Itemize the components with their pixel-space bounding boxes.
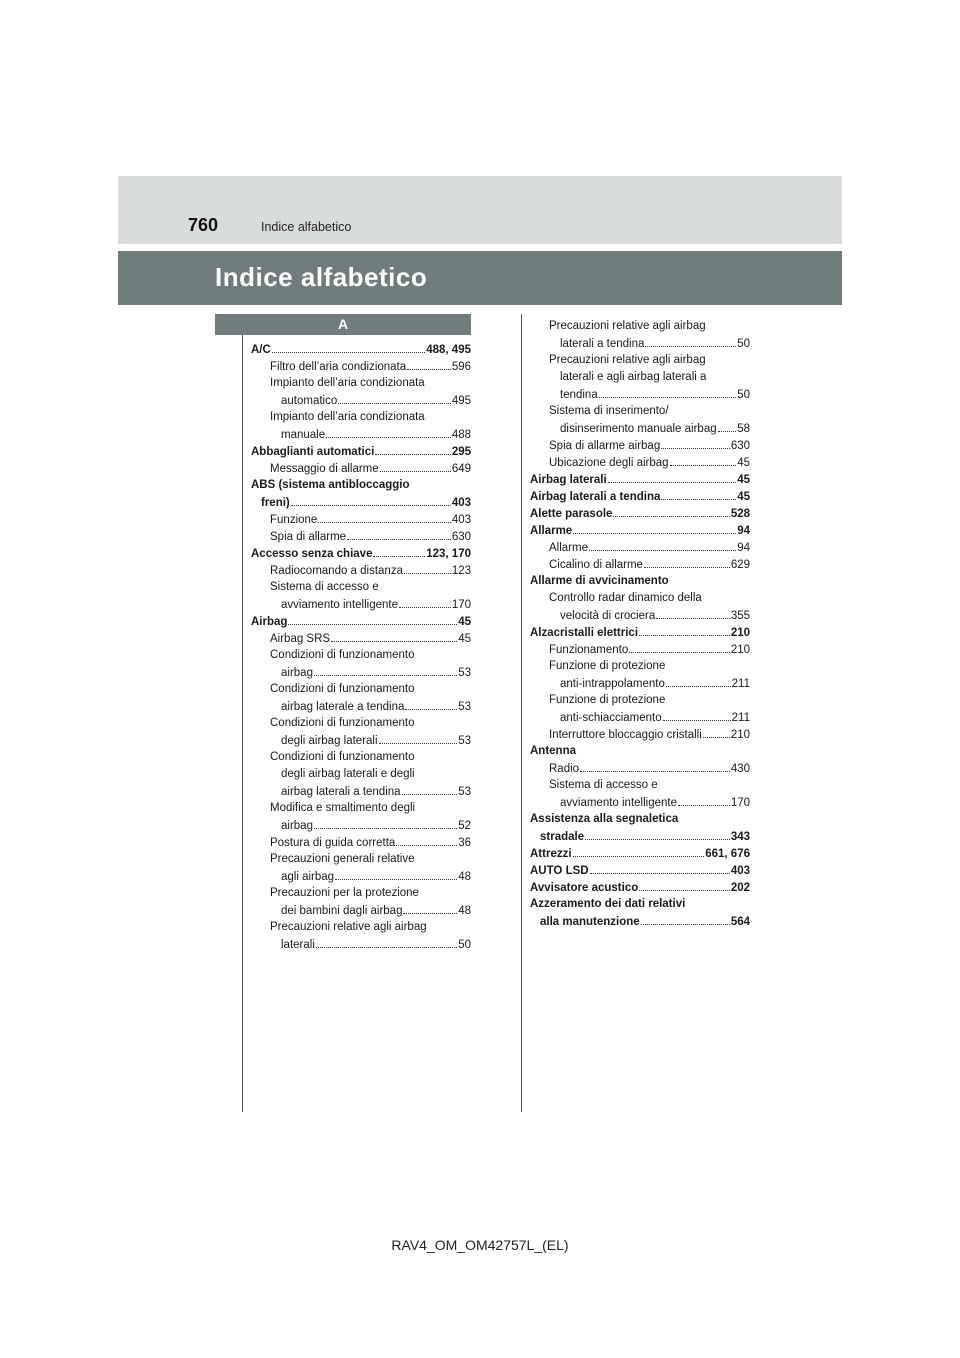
page-reference: 630	[451, 531, 471, 543]
dot-leader	[678, 794, 730, 806]
page-title: Indice alfabetico	[215, 262, 428, 292]
index-entry	[251, 494, 471, 511]
page-number: 760	[188, 215, 219, 235]
page-reference: 94	[737, 542, 750, 554]
index-entry	[530, 624, 750, 641]
index-entry	[251, 630, 471, 647]
index-term: laterali a tendina	[560, 338, 645, 350]
index-term: Condizioni di funzionamento	[270, 717, 415, 729]
dot-leader	[407, 358, 451, 370]
index-term: A/C	[251, 344, 271, 356]
dot-leader	[347, 528, 451, 540]
page-reference: 94	[737, 525, 750, 537]
index-entry	[530, 709, 750, 726]
index-entry	[530, 896, 750, 913]
index-entry	[530, 675, 750, 692]
index-term: agli airbag	[281, 871, 335, 883]
index-term: Cicalino di allarme	[549, 559, 643, 571]
dot-leader	[608, 471, 737, 483]
index-entry	[530, 862, 750, 879]
index-entry	[530, 607, 750, 624]
index-column-left	[251, 341, 471, 953]
index-term: tendina	[560, 389, 598, 401]
page-reference: 295	[451, 446, 471, 458]
page-reference: 403	[451, 514, 471, 526]
page-reference: 211	[731, 712, 750, 724]
dot-leader	[573, 845, 705, 857]
index-entry	[530, 352, 750, 369]
index-term: Filtro dell’aria condizionata	[270, 361, 407, 373]
index-entry	[530, 913, 750, 930]
index-entry	[530, 777, 750, 794]
index-term: dei bambini dagli airbag	[281, 905, 403, 917]
index-term: manuale	[281, 429, 326, 441]
dot-leader	[645, 335, 736, 347]
page-reference: 210	[730, 627, 750, 639]
page-reference: 403	[451, 497, 471, 509]
dot-leader	[380, 460, 451, 472]
index-entry	[530, 692, 750, 709]
index-term: degli airbag laterali e degli	[281, 768, 415, 780]
index-entry	[251, 443, 471, 460]
page-reference: 48	[458, 905, 471, 917]
index-entry	[530, 658, 750, 675]
dot-leader	[379, 732, 458, 744]
index-entry	[530, 879, 750, 896]
index-term: Antenna	[530, 745, 576, 757]
index-term: Funzione	[270, 514, 318, 526]
index-column-right	[530, 318, 750, 930]
dot-leader	[318, 511, 451, 523]
index-entry	[251, 817, 471, 834]
index-entry	[251, 358, 471, 375]
index-entry	[251, 681, 471, 698]
index-term: Sistema di accesso e	[549, 779, 658, 791]
dot-leader	[396, 834, 457, 846]
index-term: Impianto dell’aria condizionata	[270, 377, 425, 389]
index-term: airbag	[281, 820, 313, 832]
page-reference: 50	[737, 338, 750, 350]
index-term: Alette parasole	[530, 508, 613, 520]
index-term: Spia di allarme airbag	[549, 440, 661, 452]
index-term: Alzacristalli elettrici	[530, 627, 639, 639]
index-entry	[530, 794, 750, 811]
index-term: Radiocomando a distanza	[270, 565, 403, 577]
page-reference: 488	[451, 429, 471, 441]
index-term: Precauzioni per la protezione	[270, 887, 419, 899]
index-term: Airbag SRS	[270, 633, 331, 645]
index-entry	[530, 437, 750, 454]
index-entry	[530, 522, 750, 539]
index-term: Sistema di inserimento/	[549, 405, 669, 417]
index-term: airbag laterale a tendina	[281, 701, 405, 713]
column-divider-left	[242, 314, 243, 1112]
index-term: velocità di crociera	[560, 610, 656, 622]
index-entry	[530, 420, 750, 437]
index-term: Modifica e smaltimento degli	[270, 802, 416, 814]
page-reference: 202	[730, 882, 750, 894]
section-letter-badge: A	[215, 314, 471, 335]
index-term: Interruttore bloccaggio cristalli	[549, 729, 702, 741]
index-entry	[530, 573, 750, 590]
index-entry	[251, 766, 471, 783]
page-reference: 45	[737, 457, 750, 469]
page-reference: 50	[458, 939, 471, 951]
dot-leader	[629, 641, 730, 653]
index-entry	[530, 369, 750, 386]
dot-leader	[670, 454, 737, 466]
page-reference: 170	[730, 797, 750, 809]
column-divider-right	[521, 314, 522, 1112]
page-reference: 123, 170	[426, 548, 471, 560]
index-term: alla manutenzione	[540, 916, 640, 928]
index-entry	[530, 828, 750, 845]
index-entry	[530, 488, 750, 505]
index-term: stradale	[540, 831, 585, 843]
dot-leader	[314, 664, 457, 676]
dot-leader	[335, 868, 457, 880]
index-term: Impianto dell’aria condizionata	[270, 411, 425, 423]
dot-leader	[703, 726, 730, 738]
dot-leader	[331, 630, 457, 642]
index-entry	[251, 562, 471, 579]
index-term: Condizioni di funzionamento	[270, 683, 415, 695]
index-term: anti-intrappolamento	[560, 678, 665, 690]
dot-leader	[291, 494, 451, 506]
dot-leader	[590, 862, 730, 874]
index-entry	[530, 335, 750, 352]
dot-leader	[666, 675, 731, 687]
index-entry	[530, 760, 750, 777]
page-reference: 170	[451, 599, 471, 611]
index-entry	[530, 386, 750, 403]
index-term: AUTO LSD	[530, 865, 589, 877]
dot-leader	[316, 936, 457, 948]
index-entry	[251, 885, 471, 902]
dot-leader	[326, 426, 451, 438]
index-entry	[251, 936, 471, 953]
page-reference: 36	[458, 837, 471, 849]
footer-doc-code: RAV4_OM_OM42757L_(EL)	[391, 1237, 569, 1253]
page-reference: 495	[451, 395, 471, 407]
index-term: Condizioni di funzionamento	[270, 751, 415, 763]
index-term: Precauzioni generali relative	[270, 853, 415, 865]
index-entry	[251, 715, 471, 732]
index-term: Allarme	[530, 525, 573, 537]
page-reference: 45	[737, 474, 750, 486]
index-term: Precauzioni relative agli airbag	[549, 354, 706, 366]
index-entry	[251, 477, 471, 494]
page-reference: 50	[737, 389, 750, 401]
index-entry	[530, 454, 750, 471]
dot-leader	[288, 613, 457, 625]
index-entry	[251, 851, 471, 868]
index-entry	[251, 868, 471, 885]
index-entry	[530, 811, 750, 828]
index-term: laterali	[281, 939, 315, 951]
dot-leader	[656, 607, 730, 619]
index-term: Abbaglianti automatici	[251, 446, 375, 458]
index-term: Attrezzi	[530, 848, 572, 860]
index-term: Funzione di protezione	[549, 694, 666, 706]
index-entry	[251, 392, 471, 409]
header-band	[118, 176, 842, 244]
page-reference: 430	[730, 763, 750, 775]
index-term: avviamento intelligente	[281, 599, 398, 611]
dot-leader	[338, 392, 451, 404]
index-entry	[530, 403, 750, 420]
index-entry	[530, 318, 750, 335]
index-term: Radio	[549, 763, 580, 775]
page-reference: 210	[730, 644, 750, 656]
index-term: Sistema di accesso e	[270, 581, 379, 593]
dot-leader	[399, 596, 451, 608]
index-entry	[251, 800, 471, 817]
index-term: degli airbag laterali	[281, 735, 378, 747]
index-entry	[251, 409, 471, 426]
dot-leader	[580, 760, 730, 772]
title-band	[118, 251, 842, 305]
index-entry	[530, 845, 750, 862]
index-entry	[251, 511, 471, 528]
dot-leader	[613, 505, 729, 517]
index-entry	[530, 556, 750, 573]
index-entry	[530, 726, 750, 743]
index-entry	[251, 596, 471, 613]
dot-leader	[639, 624, 730, 636]
index-term: Airbag	[251, 616, 288, 628]
index-term: Allarme	[549, 542, 588, 554]
dot-leader	[402, 783, 458, 795]
index-term: avviamento intelligente	[560, 797, 677, 809]
index-entry	[251, 783, 471, 800]
index-entry	[251, 834, 471, 851]
index-term: automatico	[281, 395, 338, 407]
page-reference: 45	[458, 616, 471, 628]
page-reference: 48	[458, 871, 471, 883]
index-term: Assistenza alla segnaletica	[530, 813, 679, 825]
dot-leader	[641, 913, 730, 925]
index-term: anti-schiacciamento	[560, 712, 662, 724]
index-term: Postura di guida corretta	[270, 837, 396, 849]
dot-leader	[661, 488, 736, 500]
page-reference: 58	[737, 423, 750, 435]
index-term: freni)	[261, 497, 290, 509]
index-entry	[251, 647, 471, 664]
index-entry	[530, 505, 750, 522]
dot-leader	[404, 562, 451, 574]
page-reference: 564	[730, 916, 750, 928]
dot-leader	[375, 443, 450, 455]
dot-leader	[639, 879, 730, 891]
page-reference: 53	[458, 701, 471, 713]
page-reference: 629	[730, 559, 750, 571]
index-term: Funzionamento	[549, 644, 629, 656]
page-reference: 355	[730, 610, 750, 622]
index-entry	[251, 664, 471, 681]
dot-leader	[314, 817, 457, 829]
index-term: Azzeramento dei dati relativi	[530, 898, 686, 910]
index-entry	[530, 539, 750, 556]
index-entry	[251, 698, 471, 715]
dot-leader	[585, 828, 730, 840]
index-term: Accesso senza chiave	[251, 548, 373, 560]
page-reference: 123	[451, 565, 471, 577]
dot-leader	[573, 522, 736, 534]
dot-leader	[589, 539, 736, 551]
page-reference: 343	[730, 831, 750, 843]
index-term: Spia di allarme	[270, 531, 347, 543]
page-reference: 211	[731, 678, 750, 690]
page-reference: 403	[730, 865, 750, 877]
index-term: Precauzioni relative agli airbag	[270, 921, 427, 933]
page-reference: 630	[730, 440, 750, 452]
dot-leader	[661, 437, 730, 449]
dot-leader	[272, 341, 425, 353]
index-entry	[530, 471, 750, 488]
index-entry	[251, 919, 471, 936]
dot-leader	[718, 420, 737, 432]
index-entry	[530, 641, 750, 658]
index-term: Ubicazione degli airbag	[549, 457, 669, 469]
index-term: Messaggio di allarme	[270, 463, 379, 475]
dot-leader	[405, 698, 457, 710]
dot-leader	[403, 902, 457, 914]
index-entry	[530, 590, 750, 607]
index-term: airbag laterali a tendina	[281, 786, 401, 798]
index-term: Precauzioni relative agli airbag	[549, 320, 706, 332]
index-term: Airbag laterali a tendina	[530, 491, 661, 503]
page-reference: 53	[458, 735, 471, 747]
index-term: Airbag laterali	[530, 474, 607, 486]
running-head: Indice alfabetico	[261, 220, 352, 234]
page-reference: 210	[730, 729, 750, 741]
page-reference: 53	[458, 786, 471, 798]
index-term: Allarme di avvicinamento	[530, 575, 669, 587]
index-term: Funzione di protezione	[549, 660, 666, 672]
index-term: Condizioni di funzionamento	[270, 649, 415, 661]
index-entry	[251, 528, 471, 545]
index-term: airbag	[281, 667, 313, 679]
index-term: Controllo radar dinamico della	[549, 592, 702, 604]
index-term: Avvisatore acustico	[530, 882, 639, 894]
index-entry	[530, 743, 750, 760]
page-reference: 596	[451, 361, 471, 373]
index-entry	[251, 341, 471, 358]
dot-leader	[663, 709, 731, 721]
dot-leader	[644, 556, 730, 568]
index-term: ABS (sistema antibloccaggio	[251, 479, 410, 491]
index-entry	[251, 545, 471, 562]
page-reference: 488, 495	[426, 344, 471, 356]
index-entry	[251, 732, 471, 749]
dot-leader	[599, 386, 736, 398]
index-entry	[251, 613, 471, 630]
dot-leader	[373, 545, 425, 557]
index-term: laterali e agli airbag laterali a	[560, 371, 707, 383]
index-entry	[251, 426, 471, 443]
index-entry	[251, 579, 471, 596]
page-reference: 661, 676	[705, 848, 750, 860]
index-term: disinserimento manuale airbag	[560, 423, 717, 435]
page-reference: 52	[458, 820, 471, 832]
page-reference: 45	[458, 633, 471, 645]
index-entry	[251, 749, 471, 766]
page-reference: 53	[458, 667, 471, 679]
index-entry	[251, 375, 471, 392]
index-entry	[251, 460, 471, 477]
page-reference: 45	[737, 491, 750, 503]
page-reference: 528	[730, 508, 750, 520]
page-reference: 649	[451, 463, 471, 475]
index-entry	[251, 902, 471, 919]
